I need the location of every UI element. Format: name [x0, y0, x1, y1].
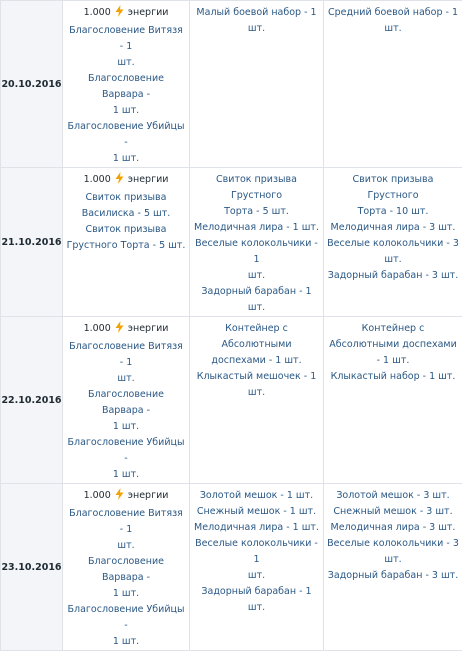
reward-line: Малый боевой набор - 1: [193, 5, 320, 21]
table-row: [1, 317, 462, 484]
reward-cell: [63, 1, 190, 168]
reward-line: Благословение Варвара -: [66, 554, 186, 586]
reward-line: Клыкастый мешочек - 1: [193, 369, 320, 385]
reward-cell: [324, 317, 462, 484]
reward-line: Василиска - 5 шт.: [66, 206, 186, 222]
reward-cell: [63, 168, 190, 317]
reward-cell: [324, 168, 462, 317]
reward-cell: [324, 484, 462, 651]
reward-line: - 1 шт.: [327, 353, 459, 369]
lightning-bolt-icon: [115, 172, 124, 190]
reward-line: Мелодичная лира - 1 шт.: [193, 220, 320, 236]
reward-line: Золотой мешок - 1 шт.: [193, 488, 320, 504]
table-row: [1, 1, 462, 168]
reward-line: шт.: [193, 568, 320, 584]
reward-line: шт.: [66, 55, 186, 71]
reward-line: Грустного Торта - 5 шт.: [66, 238, 186, 254]
table-row: [1, 484, 462, 651]
reward-line: Благословение Витязя - 1: [66, 339, 186, 371]
reward-line: доспехами - 1 шт.: [193, 353, 320, 369]
reward-line: Мелодичная лира - 3 шт.: [327, 520, 459, 536]
reward-line: шт.: [327, 552, 459, 568]
reward-line: Контейнер с Абсолютными: [193, 321, 320, 353]
reward-line: шт.: [193, 268, 320, 284]
reward-line: Веселые колокольчики - 3: [327, 236, 459, 252]
reward-line: Благословение Убийцы -: [66, 119, 186, 151]
energy-amount: 1.000: [84, 323, 111, 334]
reward-line: Свиток призыва Грустного: [193, 172, 320, 204]
reward-line: 1 шт.: [66, 467, 186, 483]
reward-line: 1 шт.: [66, 634, 186, 650]
reward-line: 1 шт.: [66, 151, 186, 167]
energy-label: энергии: [128, 490, 169, 501]
energy-label: энергии: [128, 323, 169, 334]
reward-line: Задорный барабан - 3 шт.: [327, 568, 459, 584]
reward-line: Свиток призыва Грустного: [327, 172, 459, 204]
reward-line: Благословение Убийцы -: [66, 435, 186, 467]
reward-line: 1 шт.: [66, 103, 186, 119]
reward-line: Средний боевой набор - 1: [327, 5, 459, 21]
reward-line: Веселые колокольчики - 1: [193, 236, 320, 268]
reward-list: [63, 484, 189, 650]
reward-line: Клыкастый набор - 1 шт.: [327, 369, 459, 385]
reward-line: шт.: [66, 538, 186, 554]
reward-list: [63, 1, 189, 167]
reward-line: Торта - 10 шт.: [327, 204, 459, 220]
reward-line: Благословение Витязя - 1: [66, 506, 186, 538]
reward-line: шт.: [66, 371, 186, 387]
reward-list: [190, 317, 323, 401]
reward-cell: [324, 1, 462, 168]
reward-list: [190, 168, 323, 316]
reward-line: Контейнер с: [327, 321, 459, 337]
reward-list: [63, 317, 189, 483]
reward-cell: [190, 484, 324, 651]
date-cell: 23.10.2016: [1, 484, 63, 651]
reward-line: Абсолютными доспехами: [327, 337, 459, 353]
energy-amount: 1.000: [84, 490, 111, 501]
reward-line: шт.: [327, 21, 459, 37]
lightning-bolt-icon: [115, 321, 124, 339]
reward-line: Мелодичная лира - 3 шт.: [327, 220, 459, 236]
table-row: [1, 168, 462, 317]
energy-amount: 1.000: [84, 174, 111, 185]
date-cell: 21.10.2016: [1, 168, 63, 317]
energy-line: [66, 5, 186, 23]
reward-list: [324, 484, 462, 584]
reward-cell: [190, 317, 324, 484]
reward-line: Золотой мешок - 3 шт.: [327, 488, 459, 504]
reward-list: [324, 317, 462, 385]
reward-line: Веселые колокольчики - 1: [193, 536, 320, 568]
reward-list: [190, 1, 323, 37]
reward-list: [63, 168, 189, 254]
reward-line: шт.: [193, 385, 320, 401]
reward-line: Благословение Убийцы -: [66, 602, 186, 634]
date-cell: 20.10.2016: [1, 1, 63, 168]
reward-line: Свиток призыва: [66, 190, 186, 206]
reward-line: Благословение Варвара -: [66, 387, 186, 419]
reward-line: 1 шт.: [66, 586, 186, 602]
reward-list: [324, 168, 462, 284]
energy-label: энергии: [128, 7, 169, 18]
reward-cell: [63, 317, 190, 484]
energy-amount: 1.000: [84, 7, 111, 18]
reward-cell: [63, 484, 190, 651]
reward-cell: [190, 168, 324, 317]
reward-line: Мелодичная лира - 1 шт.: [193, 520, 320, 536]
reward-line: Торта - 5 шт.: [193, 204, 320, 220]
lightning-bolt-icon: [115, 5, 124, 23]
reward-line: Благословение Варвара -: [66, 71, 186, 103]
reward-list: [190, 484, 323, 616]
energy-label: энергии: [128, 174, 169, 185]
reward-line: Задорный барабан - 1 шт.: [193, 584, 320, 616]
reward-line: 1 шт.: [66, 419, 186, 435]
lightning-bolt-icon: [115, 488, 124, 506]
reward-line: шт.: [193, 21, 320, 37]
energy-line: [66, 321, 186, 339]
reward-line: Снежный мешок - 3 шт.: [327, 504, 459, 520]
reward-line: Веселые колокольчики - 3: [327, 536, 459, 552]
energy-line: [66, 488, 186, 506]
reward-line: шт.: [327, 252, 459, 268]
reward-line: Свиток призыва: [66, 222, 186, 238]
reward-cell: [190, 1, 324, 168]
energy-line: [66, 172, 186, 190]
reward-line: Задорный барабан - 1 шт.: [193, 284, 320, 316]
reward-list: [324, 1, 462, 37]
reward-line: Снежный мешок - 1 шт.: [193, 504, 320, 520]
reward-line: Задорный барабан - 3 шт.: [327, 268, 459, 284]
reward-line: Благословение Витязя - 1: [66, 23, 186, 55]
date-cell: 22.10.2016: [1, 317, 63, 484]
